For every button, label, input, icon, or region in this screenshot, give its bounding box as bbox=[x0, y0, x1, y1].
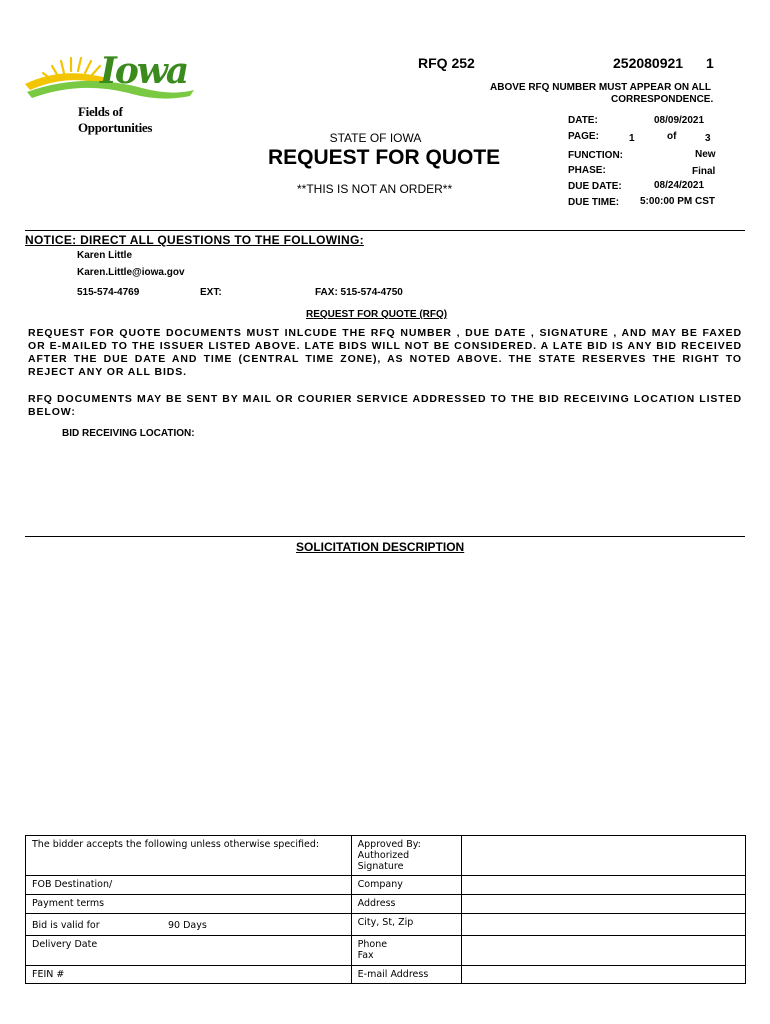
email-address-field[interactable] bbox=[461, 966, 745, 984]
rfq-instructions: REQUEST FOR QUOTE DOCUMENTS MUST INLCUDE THE RFQ NUMBER , DUE DATE , SIGNATURE , AND MAY BE FAXED OR E-MAILED TO THE ISSUER LISTED ABOVE. LATE BIDS WILL NOT BE CONSIDERED. A LATE BID IS ANY BID RECEIVED AFTER THE DUE DATE AND TIME (CENTRAL TIME ZONE), AS NOTED ABOVE. THE STATE RESERVES THE RIGHT TO REJECT ANY OR ALL BIDS. bbox=[28, 327, 742, 378]
approved-by-cell bbox=[351, 836, 461, 876]
fob-destination-cell: FOB Destination/ bbox=[26, 876, 352, 895]
contact-email: Karen.Little@iowa.gov bbox=[77, 267, 185, 278]
email-address-label: E-mail Address bbox=[351, 966, 461, 984]
bid-valid-label: Bid is valid for bbox=[32, 920, 100, 931]
contact-ext-label: EXT: bbox=[200, 287, 222, 298]
date-value: 08/09/2021 bbox=[654, 115, 705, 126]
contact-fax: FAX: 515-574-4750 bbox=[315, 287, 403, 298]
table-row bbox=[26, 876, 746, 895]
approved-by-label: Approved By: bbox=[357, 839, 421, 850]
divider-top bbox=[25, 230, 745, 231]
table-row bbox=[26, 895, 746, 914]
phase-label: PHASE: bbox=[568, 165, 606, 176]
page-current: 1 bbox=[629, 133, 635, 144]
bid-valid-cell bbox=[26, 914, 352, 936]
phase-value: Final bbox=[692, 166, 716, 177]
due-time-value: 5:00:00 PM CST bbox=[640, 196, 716, 207]
phone-fax-field[interactable] bbox=[461, 936, 745, 966]
rfq-label: RFQ 252 bbox=[418, 55, 475, 71]
phone-fax-cell bbox=[351, 936, 461, 966]
due-time-label: DUE TIME: bbox=[568, 197, 620, 208]
rfq-mail-instructions: RFQ DOCUMENTS MAY BE SENT BY MAIL OR COURIER SERVICE ADDRESSED TO THE BID RECEIVING LOCATION LISTED BELOW: bbox=[28, 393, 742, 418]
address-field[interactable] bbox=[461, 895, 745, 914]
address-label: Address bbox=[351, 895, 461, 914]
page-total: 3 bbox=[705, 133, 711, 144]
page-label: PAGE: bbox=[568, 131, 599, 142]
solicitation-heading: SOLICITATION DESCRIPTION bbox=[296, 540, 465, 554]
company-label: Company bbox=[351, 876, 461, 895]
table-row bbox=[26, 966, 746, 984]
city-state-zip-label: City, St, Zip bbox=[351, 914, 461, 936]
fein-cell: FEIN # bbox=[26, 966, 352, 984]
rfq-notice-line2: CORRESPONDENCE. bbox=[611, 94, 714, 105]
authorized-signature-label: Authorized Signature bbox=[357, 850, 410, 872]
logo-tagline: Fields of Opportunities bbox=[78, 104, 153, 135]
page-of: of bbox=[667, 131, 677, 142]
bid-terms-table bbox=[25, 835, 746, 984]
divider-middle bbox=[25, 536, 745, 537]
city-state-zip-field[interactable] bbox=[461, 914, 745, 936]
company-field[interactable] bbox=[461, 876, 745, 895]
contact-name: Karen Little bbox=[77, 250, 133, 261]
due-date-value: 08/24/2021 bbox=[654, 180, 705, 191]
table-row bbox=[26, 914, 746, 936]
rfq-number: 252080921 bbox=[613, 55, 684, 71]
not-an-order: **THIS IS NOT AN ORDER** bbox=[297, 182, 453, 196]
iowa-logo bbox=[22, 50, 197, 135]
bid-valid-value: 90 Days bbox=[168, 920, 207, 931]
payment-terms-cell: Payment terms bbox=[26, 895, 352, 914]
bid-location-label: BID RECEIVING LOCATION: bbox=[62, 428, 195, 439]
table-row bbox=[26, 836, 746, 876]
bidder-accepts-cell: The bidder accepts the following unless otherwise specified: bbox=[26, 836, 352, 876]
iowa-wordmark: Iowa bbox=[100, 50, 188, 92]
page-title: REQUEST FOR QUOTE bbox=[268, 146, 501, 169]
rfq-suffix: 1 bbox=[706, 55, 714, 71]
phone-label: Phone bbox=[357, 939, 388, 950]
date-label: DATE: bbox=[568, 115, 598, 126]
due-date-label: DUE DATE: bbox=[568, 181, 622, 192]
table-row bbox=[26, 936, 746, 966]
delivery-date-cell: Delivery Date bbox=[26, 936, 352, 966]
signature-field[interactable] bbox=[461, 836, 745, 876]
state-title: STATE OF IOWA bbox=[329, 131, 422, 145]
function-value: New bbox=[695, 149, 716, 160]
rfq-section-heading: REQUEST FOR QUOTE (RFQ) bbox=[306, 309, 448, 320]
fax-label: Fax bbox=[357, 950, 374, 961]
function-label: FUNCTION: bbox=[568, 150, 623, 161]
rfq-notice-line1: ABOVE RFQ NUMBER MUST APPEAR ON ALL bbox=[490, 82, 711, 93]
contact-phone: 515-574-4769 bbox=[77, 287, 140, 298]
contact-heading: NOTICE: DIRECT ALL QUESTIONS TO THE FOLLOWING: bbox=[25, 233, 364, 247]
